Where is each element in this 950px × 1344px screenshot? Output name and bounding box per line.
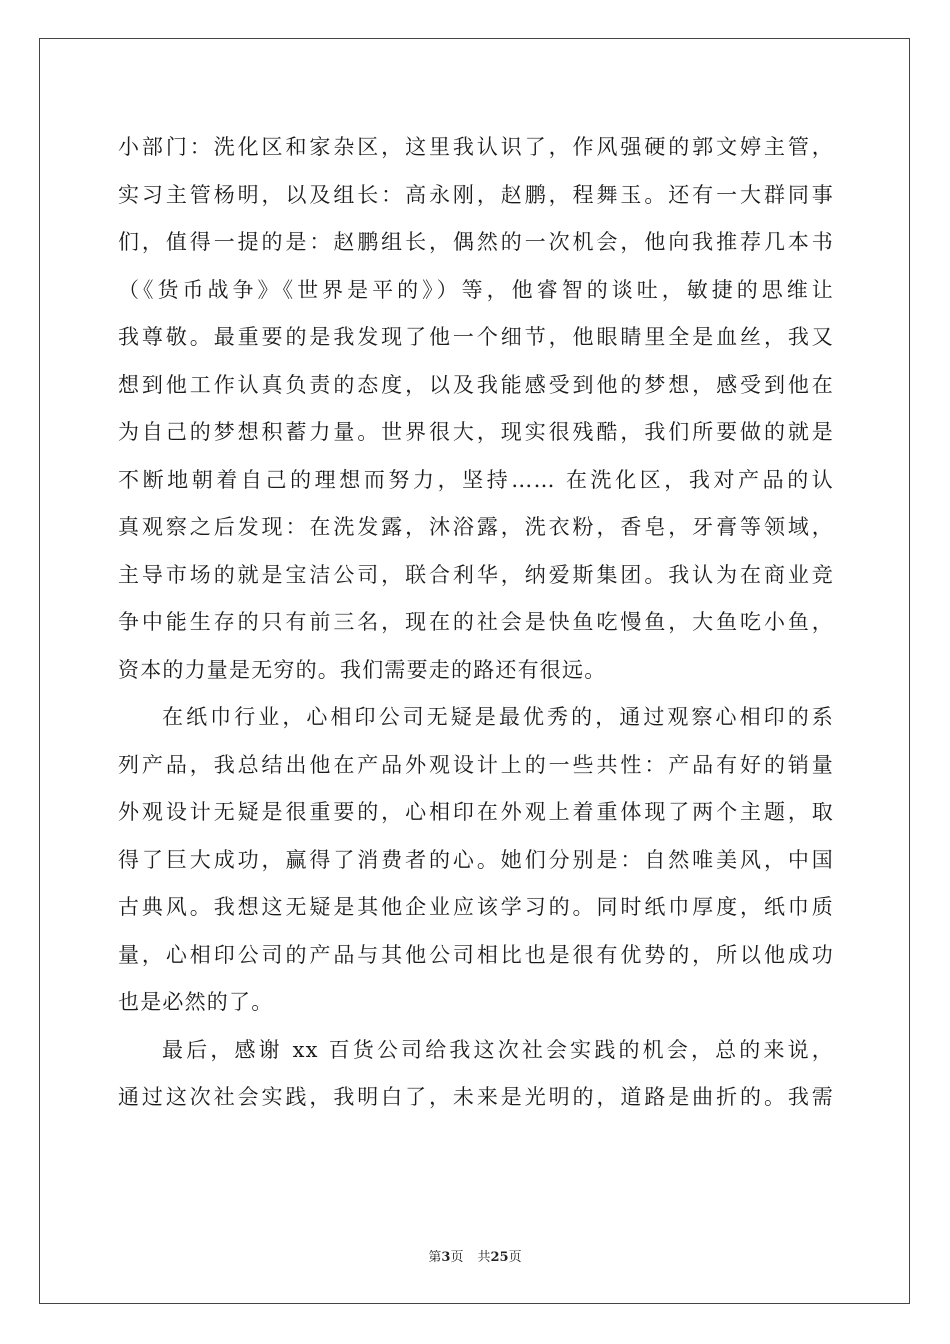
- text-line: 外观设计无疑是很重要的，心相印在外观上着重体现了两个主题，取: [118, 800, 834, 824]
- text-line: 不断地朝着自己的理想而努力，坚持…… 在洗化区，我对产品的认: [118, 467, 834, 492]
- text-line: 量，心相印公司的产品与其他公司相比也是很有优势的，所以他成功: [118, 942, 834, 967]
- text-line: 得了巨大成功，赢得了消费者的心。她们分别是：自然唯美风，中国: [118, 847, 834, 872]
- text-line: 我尊敬。最重要的是我发现了他一个细节，他眼睛里全是血丝，我又: [118, 325, 834, 349]
- text-line: （《货币战争》《世界是平的》）等，他睿智的谈吐，敏捷的思维让: [118, 277, 834, 302]
- text-line: 主导市场的就是宝洁公司，联合利华，纳爱斯集团。我认为在商业竞: [118, 562, 834, 587]
- text-line: 资本的力量是无穷的。我们需要走的路还有很远。: [118, 657, 607, 682]
- text-line: 实习主管杨明，以及组长：高永刚，赵鹏，程舞玉。还有一大群同事: [118, 182, 834, 207]
- text-line: 在纸巾行业，心相印公司无疑是最优秀的，通过观察心相印的系: [162, 705, 834, 729]
- text-line: 古典风。我想这无疑是其他企业应该学习的。同时纸巾厚度，纸巾质: [118, 895, 834, 919]
- text-line: 真观察之后发现：在洗发露，沐浴露，洗衣粉，香皂，牙膏等领域，: [118, 515, 834, 539]
- document-body: [118, 124, 834, 1122]
- text-line: 最后，感谢 xx 百货公司给我这次社会实践的机会，总的来说，: [162, 1037, 834, 1062]
- total-pages: 25: [490, 1250, 509, 1265]
- text-line: 们，值得一提的是：赵鹏组长，偶然的一次机会，他向我推荐几本书: [118, 230, 834, 254]
- text-line: 也是必然的了。: [118, 990, 274, 1014]
- page-suffix: 页: [450, 1250, 464, 1265]
- text-line: 列产品，我总结出他在产品外观设计上的一些共性：产品有好的销量: [118, 752, 834, 777]
- page-footer: [0, 1246, 950, 1265]
- page-number: 3: [441, 1250, 451, 1265]
- page-prefix: 第: [428, 1250, 442, 1265]
- total-prefix: 共: [477, 1250, 491, 1265]
- text-line: 为自己的梦想积蓄力量。世界很大，现实很残酷，我们所要做的就是: [118, 420, 834, 444]
- text-line: 想到他工作认真负责的态度，以及我能感受到他的梦想，感受到他在: [118, 372, 834, 397]
- text-line: 争中能生存的只有前三名，现在的社会是快鱼吃慢鱼，大鱼吃小鱼，: [118, 610, 834, 634]
- total-suffix: 页: [508, 1250, 522, 1265]
- text-line: 小部门：洗化区和家杂区，这里我认识了，作风强硬的郭文婷主管，: [118, 135, 834, 159]
- text-line: 通过这次社会实践，我明白了，未来是光明的，道路是曲折的。我需: [118, 1085, 834, 1109]
